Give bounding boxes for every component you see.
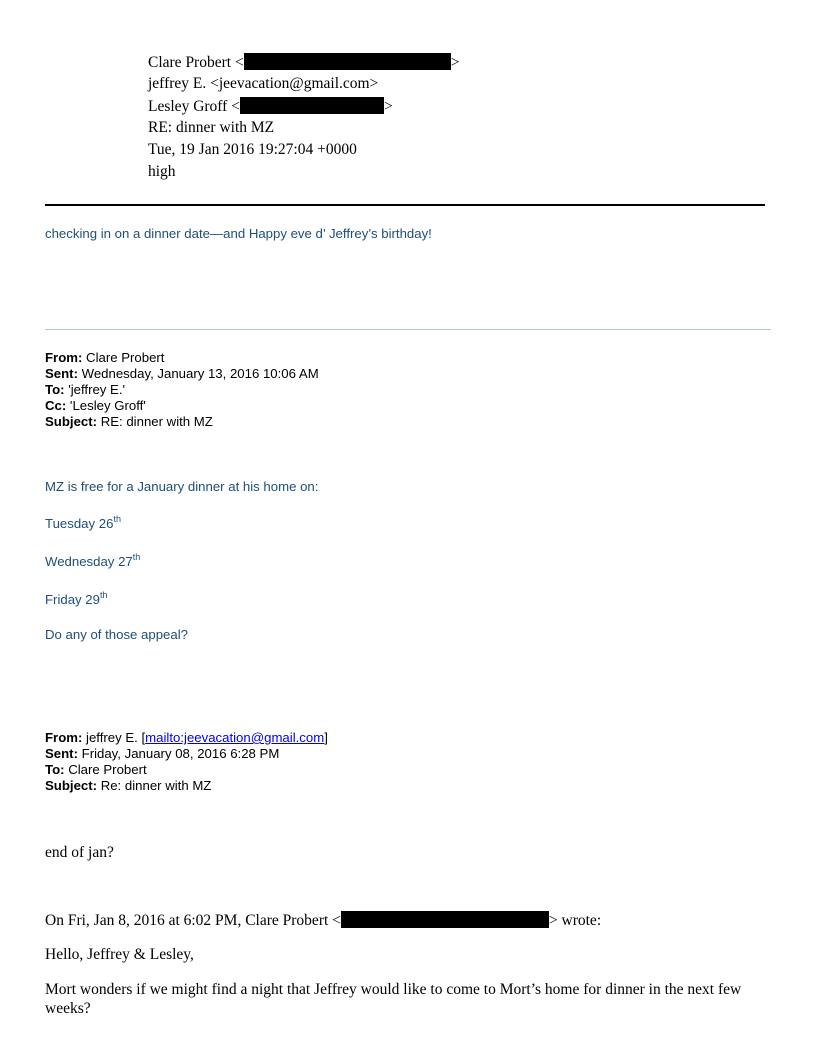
date-option-3 [45, 592, 108, 607]
quoted-to-label: To: [45, 382, 65, 397]
redaction-box [341, 911, 549, 928]
date-option-suffix: th [132, 552, 141, 562]
quote-attribution [45, 911, 601, 930]
quoted-from-value: Clare Probert [86, 350, 165, 365]
quoted-cc-row [45, 398, 319, 414]
quoted-sent-row [45, 746, 328, 762]
reply-body: end of jan? [45, 844, 114, 861]
quoted-subject-label: Subject: [45, 414, 98, 429]
quoted-sent-value: Friday, January 08, 2016 6:28 PM [81, 746, 280, 761]
redaction-box [240, 97, 384, 114]
quoted-from-name: jeffrey E. [ [86, 730, 146, 745]
to-value: jeffrey E. <jeevacation@gmail.com> [148, 75, 379, 92]
message-body: checking in on a dinner date—and Happy eve d’ Jeffrey’s birthday! [45, 226, 432, 241]
quoted-to-row [45, 762, 328, 778]
quoted-sent-label: Sent: [45, 366, 78, 381]
date-option-day: Tuesday 26 [45, 516, 114, 531]
cc-close-bracket: > [383, 98, 393, 115]
date-option-suffix: th [113, 514, 121, 524]
subject-value: RE: dinner with MZ [148, 119, 275, 136]
importance-value: high [148, 163, 176, 180]
date-option-day: Wednesday 27 [45, 554, 133, 569]
greeting: Hello, Jeffrey & Lesley, [45, 946, 194, 963]
date-option-2 [45, 554, 140, 569]
quoted-from-row [45, 350, 319, 366]
quoted-sent-label: Sent: [45, 746, 78, 761]
reply-divider [45, 329, 771, 330]
quoted-cc-value: 'Lesley Groff' [69, 398, 146, 413]
availability-question: Do any of those appeal? [45, 627, 188, 642]
attribution-text: On Fri, Jan 8, 2016 at 6:02 PM, Clare Probert < [45, 912, 341, 929]
date-option-day: Friday 29 [45, 592, 100, 607]
quoted-from-row [45, 730, 328, 746]
quoted-subject-value: RE: dinner with MZ [100, 414, 213, 429]
quoted-to-label: To: [45, 762, 65, 777]
date-option-1 [45, 516, 121, 531]
cc-value [148, 97, 393, 116]
quoted-from-label: From: [45, 730, 83, 745]
attribution-wrote: > wrote: [548, 912, 602, 929]
mailto-link[interactable]: mailto:jeevacation@gmail.com [145, 730, 325, 745]
quoted-to-row [45, 382, 319, 398]
quoted-header-1 [45, 350, 319, 430]
quoted-from-label: From: [45, 350, 83, 365]
quoted-subject-label: Subject: [45, 778, 98, 793]
availability-intro: MZ is free for a January dinner at his home on: [45, 479, 319, 494]
quoted-header-2 [45, 730, 328, 794]
header-divider [45, 204, 765, 206]
original-body: Mort wonders if we might find a night that Jeffrey would like to come to Mort’s home for dinner in the next few weeks? [45, 981, 742, 1017]
from-value [148, 53, 459, 72]
redaction-box [244, 53, 451, 70]
quoted-sent-value: Wednesday, January 13, 2016 10:06 AM [81, 366, 319, 381]
quoted-subject-value: Re: dinner with MZ [100, 778, 212, 793]
date-value: Tue, 19 Jan 2016 19:27:04 +0000 [148, 141, 357, 158]
cc-name: Lesley Groff < [148, 98, 240, 115]
quoted-sent-row [45, 366, 319, 382]
date-option-suffix: th [99, 590, 108, 600]
quoted-subject-row [45, 778, 328, 794]
from-name: Clare Probert < [148, 54, 244, 71]
quoted-to-value: Clare Probert [68, 762, 147, 777]
quoted-subject-row [45, 414, 319, 430]
quoted-cc-label: Cc: [45, 398, 67, 413]
quoted-from-close: ] [324, 730, 328, 745]
from-close-bracket: > [450, 54, 460, 71]
quoted-to-value: 'jeffrey E.' [68, 382, 126, 397]
